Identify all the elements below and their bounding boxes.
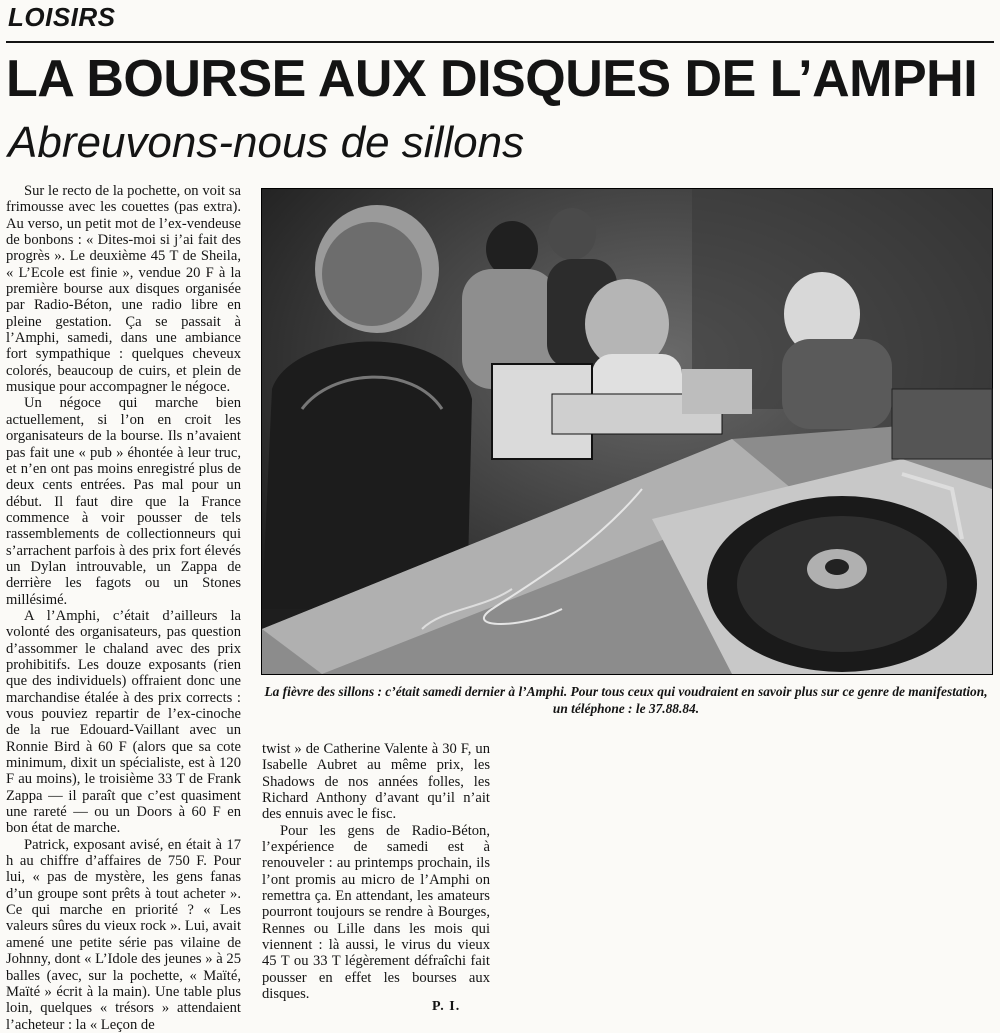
subheadline: Abreuvons-nous de sillons	[8, 118, 525, 167]
paragraph: Patrick, exposant avisé, en était à 17 h au chiffre d’affaires de 750 F. Pour lui, « pas de mystère, les gens fanas d’un groupe sont prêts à tout acheter ». Ce qui marche en priorité ? « Les valeurs sûres du vieux rock ». Lui, avait amené une petite série pas vilaine de Johnny, dont « L’Idole des jeunes » à 25 balles (avec, sur la pochette, « Maïté, Maïté » écrit à la main). Une table plus loin, quelques « trésors » attendaient l’acheteur : la « Leçon de	[6, 836, 241, 1033]
author-signature: P. I.	[432, 999, 461, 1014]
paragraph: twist » de Catherine Valente à 30 F, un Isabelle Aubret au même prix, les Shadows de nos années folles, les Richard Anthony d’avant qu’il n’ait des ennuis avec le fisc.	[262, 741, 490, 823]
news-photo	[261, 188, 993, 675]
paragraph: Sur le recto de la pochette, on voit sa frimousse avec les couettes (pas extra). Au verso, un petit mot de l’ex-vendeuse de bonbons : « Dites-moi si j’ai fait des progrès ». Le deuxième 45 T de Sheila, « L’Ecole est finie », vendue 20 F à la première bourse aux disques organisée par Radio-Béton, une radio libre en pleine gestation. Ça se passait à l’Amphi, samedi, dans une ambiance fort sympathique : quelques cheveux colorés, beaucoup de cuirs, et plein de musique pour accompagner le négoce.	[6, 183, 241, 396]
paragraph: Pour les gens de Radio-Béton, l’expérience de samedi est à renouveler : au printemps prochain, ils l’ont promis au micro de l’Amphi on remettra ça. En attendant, les amateurs pourront toujours se rendre à Bourges, Rennes ou Lille dans les mois qui viennent : là aussi, le virus du vieux 45 T ou 33 T légèrement défraîchi fait pousser en effet les bourses aux disques.	[262, 822, 490, 1003]
article-right-column	[262, 741, 490, 1003]
photo-caption: La fièvre des sillons : c’était samedi dernier à l’Amphi. Pour tous ceux qui voudraient en savoir plus sur ce genre de manifestation, un téléphone : le 37.88.84.	[264, 684, 988, 716]
paragraph: A l’Amphi, c’était d’ailleurs la volonté des organisateurs, pas question d’assommer le chaland avec des prix prohibitifs. Les douze exposants (rien que des individuels) offraient donc une marchandise étalée à des prix corrects : vous pouviez repartir de l’ex-cinoche de la rue Edouard-Vaillant avec un Ronnie Bird à 60 F (alors que sa cote minimum, dixit un spécialiste, est à 120 F au moins), le troisième 33 T de Frank Zappa — il paraît que c’est quasiment une rareté — ou un Doors à 60 F en bon état de marche.	[6, 607, 241, 837]
section-label: LOISIRS	[8, 2, 116, 32]
header-rule	[6, 41, 994, 43]
paragraph: Un négoce qui marche bien actuellement, si l’on en croit les organisateurs de la bourse. Ils n’avaient pas fait une « pub » éhontée à leur truc, et n’en ont pas moins enregistré plus de deux cents entrées. Pas mal pour un début. Il faut dire que la France commence à voir pousser de tels rassemblements de collectionneurs qui s’arrachent parfois à des prix fort élevés un Dylan introuvable, un Zappa de derrière les fagots ou un Stones millésimé.	[6, 395, 241, 608]
headline: LA BOURSE AUX DISQUES DE L’AMPHI	[6, 50, 978, 108]
article-left-column	[6, 183, 241, 1033]
